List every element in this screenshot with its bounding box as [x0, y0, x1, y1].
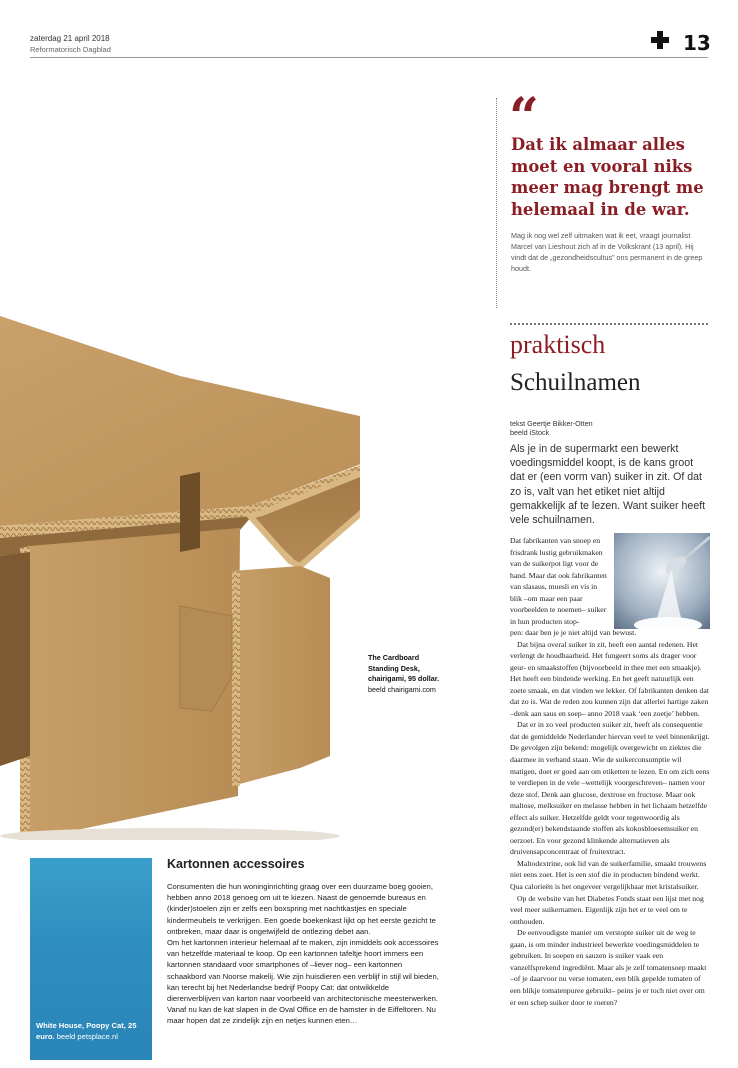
article-body-intro [510, 535, 610, 627]
cardboard-desk-photo [0, 316, 360, 840]
header-newspaper-name: Reformatorisch Dagblad [30, 45, 111, 54]
cat-caption-credit: beeld petsplace.nl [56, 1032, 118, 1041]
plus-icon [651, 31, 669, 49]
pull-quote-caption: Mag ik nog wel zelf uitmaken wat ik eet, vraagt journalist Marcel van Lieshout zich af in de Volkskrant (13 april). Hij vindt dat de „gezondheidscultus” ons permanent in de greep houdt. [511, 231, 703, 273]
body-paragraph: Consumenten die hun woninginrichting graag over een duurzame boeg gooien, hebben anno 2018 genoeg om uit te kiezen. Naast de genoemde bureaus en (kinder)stoelen zijn er zelfs een boxspring met nachtkastjes en speciale kindermeubels te verkrijgen. Een goede boekenkast lijkt op het eerste gezicht te ontbreken, maar daar is ongetwijfeld de ontlezing debet aan. [167, 882, 436, 936]
body-paragraph: Maltodextrine, ook lid van de suikerfamilie, smaakt trouwens niet eens zoet. Het is een stof die in producten bindend werkt. Qua calorieën is het ongeveer vergelijkbaar met kristalsuiker. [510, 858, 707, 892]
desk-caption-title: The Cardboard Standing Desk, chairigami, 95 dollar. [368, 653, 440, 684]
header-date: zaterdag 21 april 2018 [30, 34, 110, 43]
byline-text: tekst Geertje Bikker-Otten [510, 419, 593, 428]
body-paragraph: Om het kartonnen interieur helemaal af te maken, zijn inmiddels ook accessoires van hetzelfde materiaal te koop. Op een kartonnen tafeltje hoort immers een kartonnen standaard voor smartphones of –liever nog– een kartonnen schaakbord van Noorse makelij. Wie zijn huisdieren een verblijf in stijl wil bieden, kan terecht bij het Nederlandse bedrijf Poopy Cat: dat ontwikkelde dierenverblijven van karton naar voorbeeld van architectonische meesterwerken. Vanaf nu kan de kat slapen in de Oval Office en de hamster in de Eiffeltoren. Nu maar hopen dat ze zindelijk zijn en netjes kunnen eten… [167, 938, 439, 1026]
body-paragraph: Op de website van het Diabetes Fonds staat een lijst met nog veel meer suikernamen. Eigenlijk zijn het er te veel om te onthouden. [510, 893, 704, 926]
article-body [510, 627, 710, 1008]
article-lead: Als je in de supermarkt een bewerkt voedingsmiddel koopt, is de kans groot dat er (een vorm van) suiker in zit. Of dat zo is, valt van het etiket niet altijd gemakkelijk af te lezen. Want suiker heeft vele schuilnamen. [510, 443, 706, 527]
body-paragraph: Dat er in zo veel producten suiker zit, heeft als consequentie dat de gemiddelde Nederlander hiervan veel te veel binnenkrijgt. De gevolgen zijn bekend: mogelijk overgewicht en ziektes die daarmee in verband staan. Wie de suikerconsumptie wil matigen, doet er goed aan om etiketten te lezen. En om zich eens te verdiepen in de vele –wettelijk voorgeschreven– namen voor deze stof. Denk aan glucose, dextrose en fructose. Maar ook maltose, melksuiker en melasse hebben in het lichaam hetzelfde effect als suiker. Hetzelfde geldt voor tegenwoordig als gezond(er) bekendstaande stoffen als kokosbloesemsuiker en oerzoet. En voor gezond klinkende alternatieven als druivensapconcentraat of fruitextract. [510, 720, 710, 857]
article-title: Schuilnamen [510, 369, 641, 396]
sugar-spoon-photo [614, 533, 710, 629]
cat-photo-caption [36, 1020, 148, 1042]
sugar-spoon-illustration [614, 533, 710, 629]
column-divider [496, 98, 497, 308]
body-paragraph: Dat fabrikanten van snoep en frisdrank lustig gebruikmaken van de suikerpot ligt voor de hand. Maar dat ook fabrikanten van slasaus, muesli en vis in blik –om maar een paar voorbeelden te noemen– suiker in hun producten stop- [510, 536, 607, 626]
accessoires-body [167, 881, 439, 1027]
page-number: 13 [683, 31, 711, 55]
desk-caption-credit: beeld chairigami.com [368, 684, 436, 694]
cat-caption-title: White House, Poopy Cat, 25 euro. [36, 1021, 137, 1041]
byline-image: beeld iStock [510, 428, 550, 437]
header-rule [30, 57, 708, 58]
desk-photo-caption [368, 653, 448, 695]
body-paragraph: pen: daar ben je je niet altijd van bewust. [510, 628, 637, 637]
body-paragraph: De eenvoudigste manier om verstopte suiker uit de weg te gaan, is om minder industrieel bewerkte voedingsmiddelen te gebruiken. In soepen en sauzen is suiker vaak een vanzelfsprekend ingrediënt. Maar als je zelf tomatensoep maakt –of je daarvoor nu verse tomaten, een blik gepelde tomaten of een blikje tomatenpuree gebruikt– peins je er toch niet over om er een schep suiker door te roeren? [510, 928, 707, 1007]
pull-quote: Dat ik almaar alles moet en vooral niks meer mag brengt me helemaal in de war. [511, 135, 704, 219]
body-paragraph: Dat bijna overal suiker in zit, heeft een aantal redenen. Het verlengt de houdbaarheid. Het fungeert soms als drager voor geur- en smaakstoffen (bijvoorbeeld in thee met een smaakje). Het heeft een bindende werking. En het geeft natuurlijk een zoete smaak, en dat vinden we lekker. Of fabrikanten denken dat dat zo is. Wat de reden zou kunnen zijn dat allerlei hartige zaken –denk aan saus en soep– anno 2018 vaak ‘een zoetje’ hebben. [510, 639, 709, 718]
quote-mark-icon: “ [509, 87, 539, 148]
accessoires-heading: Kartonnen accessoires [167, 857, 305, 871]
section-label: praktisch [510, 330, 606, 359]
cardboard-desk-illustration [0, 316, 360, 840]
dotted-separator [510, 323, 708, 325]
